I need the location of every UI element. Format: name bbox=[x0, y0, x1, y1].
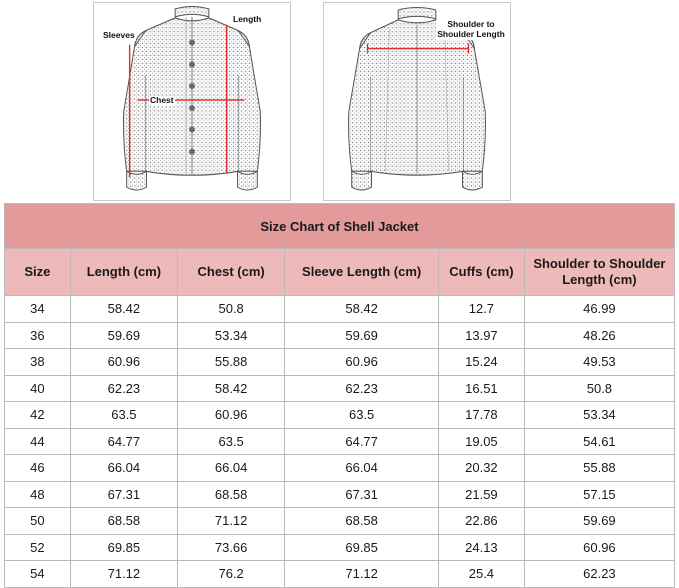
column-header-shoulder-to-shoulder: Shoulder to Shoulder Length (cm) bbox=[524, 249, 674, 296]
measurement-cell: 54.61 bbox=[524, 428, 674, 455]
size-cell: 46 bbox=[5, 455, 71, 482]
table-row bbox=[5, 481, 675, 508]
column-header-size: Size bbox=[5, 249, 71, 296]
table-row bbox=[5, 375, 675, 402]
measurement-cell: 68.58 bbox=[285, 508, 439, 535]
measurement-cell: 67.31 bbox=[285, 481, 439, 508]
measurement-cell: 46.99 bbox=[524, 296, 674, 323]
measurement-cell: 71.12 bbox=[70, 561, 177, 588]
table-row bbox=[5, 296, 675, 323]
measurement-cell: 60.96 bbox=[285, 349, 439, 376]
measurement-cell: 76.2 bbox=[178, 561, 285, 588]
size-cell: 40 bbox=[5, 375, 71, 402]
measurement-cell: 63.5 bbox=[178, 428, 285, 455]
measurement-cell: 20.32 bbox=[439, 455, 525, 482]
measurement-cell: 16.51 bbox=[439, 375, 525, 402]
measurement-cell: 58.42 bbox=[70, 296, 177, 323]
size-cell: 36 bbox=[5, 322, 71, 349]
measurement-cell: 50.8 bbox=[178, 296, 285, 323]
measurement-cell: 66.04 bbox=[70, 455, 177, 482]
measurement-cell: 53.34 bbox=[178, 322, 285, 349]
measurement-cell: 22.86 bbox=[439, 508, 525, 535]
column-header-cuffs: Cuffs (cm) bbox=[439, 249, 525, 296]
table-row bbox=[5, 534, 675, 561]
measurement-cell: 49.53 bbox=[524, 349, 674, 376]
measurement-cell: 60.96 bbox=[178, 402, 285, 429]
measurement-cell: 63.5 bbox=[285, 402, 439, 429]
measurement-cell: 68.58 bbox=[70, 508, 177, 535]
chart-title-row bbox=[5, 204, 675, 249]
illustration-area bbox=[0, 0, 679, 203]
sleeves-label: Sleeves bbox=[103, 30, 135, 40]
table-header-row bbox=[5, 249, 675, 296]
size-cell: 38 bbox=[5, 349, 71, 376]
measurement-cell: 48.26 bbox=[524, 322, 674, 349]
measurement-cell: 73.66 bbox=[178, 534, 285, 561]
measurement-cell: 60.96 bbox=[524, 534, 674, 561]
measurement-cell: 69.85 bbox=[70, 534, 177, 561]
chart-title: Size Chart of Shell Jacket bbox=[5, 204, 675, 249]
size-chart-table bbox=[4, 203, 675, 588]
measurement-cell: 50.8 bbox=[524, 375, 674, 402]
measurement-cell: 69.85 bbox=[285, 534, 439, 561]
measurement-cell: 63.5 bbox=[70, 402, 177, 429]
measurement-cell: 57.15 bbox=[524, 481, 674, 508]
table-row bbox=[5, 349, 675, 376]
measurement-cell: 58.42 bbox=[285, 296, 439, 323]
measurement-cell: 59.69 bbox=[70, 322, 177, 349]
length-label: Length bbox=[233, 14, 262, 24]
measurement-cell: 15.24 bbox=[439, 349, 525, 376]
column-header-sleeve-length: Sleeve Length (cm) bbox=[285, 249, 439, 296]
measurement-cell: 64.77 bbox=[285, 428, 439, 455]
measurement-cell: 59.69 bbox=[285, 322, 439, 349]
measurement-cell: 64.77 bbox=[70, 428, 177, 455]
measurement-cell: 66.04 bbox=[285, 455, 439, 482]
measurement-cell: 17.78 bbox=[439, 402, 525, 429]
table-row bbox=[5, 561, 675, 588]
measurement-cell: 58.42 bbox=[178, 375, 285, 402]
measurement-cell: 62.23 bbox=[70, 375, 177, 402]
size-cell: 48 bbox=[5, 481, 71, 508]
measurement-cell: 13.97 bbox=[439, 322, 525, 349]
measurement-cell: 68.58 bbox=[178, 481, 285, 508]
measurement-cell: 25.4 bbox=[439, 561, 525, 588]
table-row bbox=[5, 428, 675, 455]
measurement-cell: 19.05 bbox=[439, 428, 525, 455]
size-cell: 44 bbox=[5, 428, 71, 455]
measurement-cell: 59.69 bbox=[524, 508, 674, 535]
column-header-chest: Chest (cm) bbox=[178, 249, 285, 296]
measurement-cell: 71.12 bbox=[285, 561, 439, 588]
size-cell: 54 bbox=[5, 561, 71, 588]
measurement-cell: 67.31 bbox=[70, 481, 177, 508]
size-cell: 52 bbox=[5, 534, 71, 561]
measurement-cell: 62.23 bbox=[524, 561, 674, 588]
measurement-cell: 60.96 bbox=[70, 349, 177, 376]
table-row bbox=[5, 508, 675, 535]
table-row bbox=[5, 402, 675, 429]
chest-label: Chest bbox=[150, 95, 174, 105]
measurement-cell: 24.13 bbox=[439, 534, 525, 561]
size-cell: 34 bbox=[5, 296, 71, 323]
table-row bbox=[5, 455, 675, 482]
measurement-cell: 71.12 bbox=[178, 508, 285, 535]
size-cell: 42 bbox=[5, 402, 71, 429]
front-jacket-illustration bbox=[93, 2, 291, 201]
measurement-cell: 21.59 bbox=[439, 481, 525, 508]
measurement-cell: 55.88 bbox=[178, 349, 285, 376]
measurement-cell: 12.7 bbox=[439, 296, 525, 323]
shoulder-to-shoulder-label: Shoulder to Shoulder Length bbox=[437, 19, 505, 39]
measurement-cell: 55.88 bbox=[524, 455, 674, 482]
measurement-cell: 62.23 bbox=[285, 375, 439, 402]
size-chart-table-wrapper bbox=[4, 203, 675, 582]
measurement-cell: 66.04 bbox=[178, 455, 285, 482]
column-header-length: Length (cm) bbox=[70, 249, 177, 296]
table-row bbox=[5, 322, 675, 349]
measurement-cell: 53.34 bbox=[524, 402, 674, 429]
back-jacket-illustration bbox=[323, 2, 511, 201]
size-cell: 50 bbox=[5, 508, 71, 535]
